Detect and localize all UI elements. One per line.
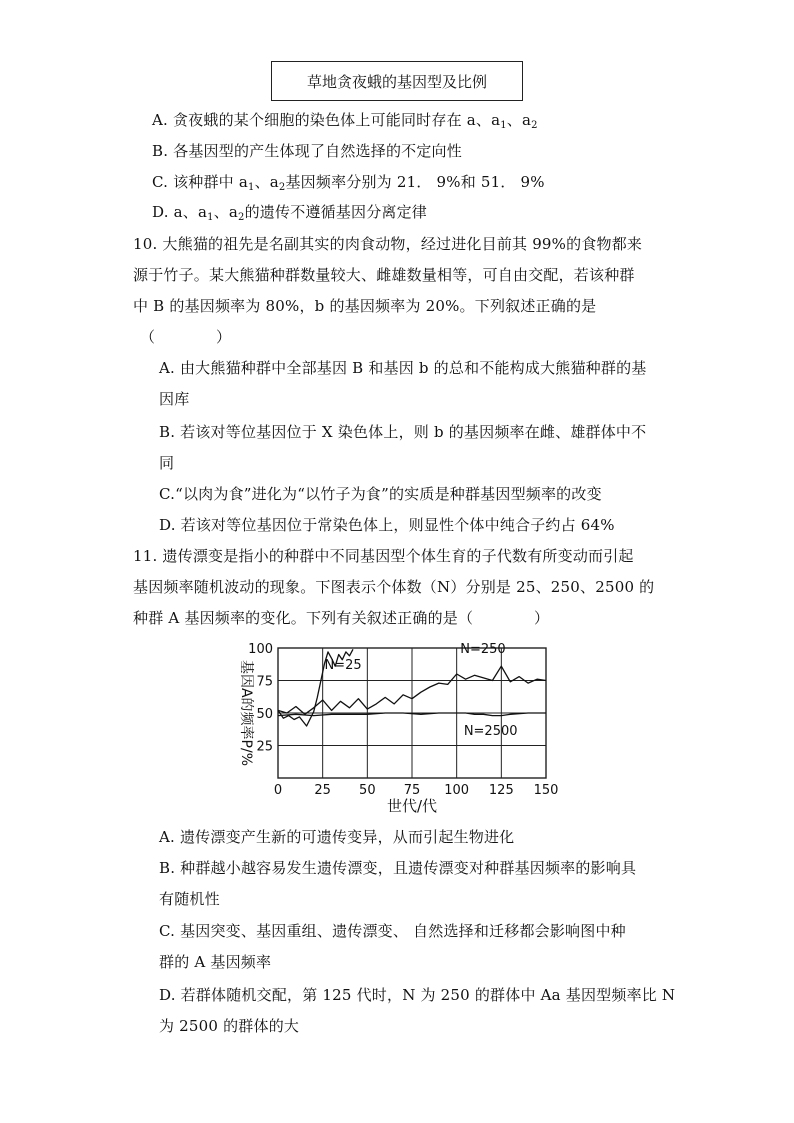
q11-option-b-line-1[interactable]: B. 种群越小越容易发生遗传漂变，且遗传漂变对种群基因频率的影响具 [159,859,637,877]
q9-option-a-text: A. 贪夜蛾的某个细胞的染色体上可能同时存在 a、a [152,111,501,129]
q11-option-d-line-2: 为 2500 的群体的大 [159,1017,300,1035]
q9-option-b[interactable]: B. 各基因型的产生体现了自然选择的不定向性 [152,142,462,160]
table-title-box [271,61,523,101]
x-tick-label: 50 [359,783,376,798]
x-tick-label: 25 [314,783,331,798]
q11-stem-line-3: 种群 A 基因频率的变化。下列有关叙述正确的是（ ） [133,609,550,627]
q10-option-a-line-1[interactable]: A. 由大熊猫种群中全部基因 B 和基因 b 的总和不能构成大熊猫种群的基 [159,359,647,377]
q10-option-b-line-1[interactable]: B. 若该对等位基因位于 X 染色体上，则 b 的基因频率在雌、雄群体中不 [159,423,647,441]
q10-option-a-line-2: 因库 [159,390,190,408]
q11-option-b-line-2: 有随机性 [159,890,220,908]
x-tick-label: 0 [273,783,283,798]
y-tick-label: 75 [256,674,273,690]
table-title: 草地贪夜蛾的基因型及比例 [306,72,487,91]
q9-option-c-text: 、a [254,173,279,191]
y-tick-label: 25 [256,739,273,755]
q11-stem-line-2: 基因频率随机波动的现象。下图表示个体数（N）分别是 25、250、2500 的 [133,578,655,596]
q9-option-a-text: 、a [506,111,532,129]
series-label: N=25 [324,657,362,673]
q11-stem-line-1: 11. 遗传漂变是指小的种群中不同基因型个体生育的子代数有所变动而引起 [133,547,634,565]
x-tick-label: 125 [488,783,514,798]
q9-option-c[interactable] [152,172,545,192]
q9-option-d-text: D. a、a [152,203,208,221]
q9-option-a[interactable] [152,110,538,130]
q10-stem-line-1: 10. 大熊猫的祖先是名副其实的肉食动物，经过进化目前其 99%的食物都来 [133,235,643,253]
y-axis-label: 基因A的频率P/% [238,659,254,767]
q9-option-c-text: 基因频率分别为 21． 9%和 51． 9% [285,173,545,191]
q11-option-d-line-1[interactable]: D. 若群体随机交配，第 125 代时，N 为 250 的群体中 Aa 基因型频率比 N [159,986,676,1004]
q10-option-c[interactable]: C.“以肉为食”进化为“以竹子为食”的实质是种群基因型频率的改变 [159,485,602,503]
q10-answer-blank[interactable]: （ ） [140,328,232,346]
subscript: 2 [278,182,286,193]
subscript: 1 [500,120,507,131]
x-tick-label: 75 [403,783,421,798]
q10-stem-line-3: 中 B 的基因频率为 80%，b 的基因频率为 20%。下列叙述正确的是 [133,297,597,315]
q9-option-d-text: 、a [213,203,239,221]
q11-option-c-line-2: 群的 A 基因频率 [159,953,272,971]
q9-option-c-text: C. 该种群中 a [152,173,248,191]
x-tick-label: 150 [533,783,559,798]
subscript: 1 [248,182,255,193]
x-tick-label: 100 [444,783,470,798]
q10-stem-line-2: 源于竹子。某大熊猫种群数量较大、雌雄数量相等，可自由交配，若该种群 [133,266,635,284]
subscript: 2 [238,212,245,223]
q10-option-d[interactable]: D. 若该对等位基因位于常染色体上，则显性个体中纯合子约占 64% [159,516,615,534]
q11-option-c-line-1[interactable]: C. 基因突变、基因重组、遗传漂变、 自然选择和迁移都会影响图中种 [159,922,626,940]
x-axis-label: 世代/代 [386,797,438,815]
subscript: 2 [531,120,538,131]
q10-option-b-line-2: 同 [159,454,175,472]
gene-frequency-chart [228,636,568,816]
q9-option-d-text: 的遗传不遵循基因分离定律 [244,203,427,221]
q9-option-d[interactable] [152,202,427,222]
y-tick-label: 100 [248,642,273,657]
series-label: N=2500 [463,724,518,740]
subscript: 1 [207,212,214,223]
series-label: N=250 [460,642,506,658]
y-tick-label: 50 [256,707,273,722]
q11-option-a[interactable]: A. 遗传漂变产生新的可遗传变异，从而引起生物进化 [159,828,515,846]
